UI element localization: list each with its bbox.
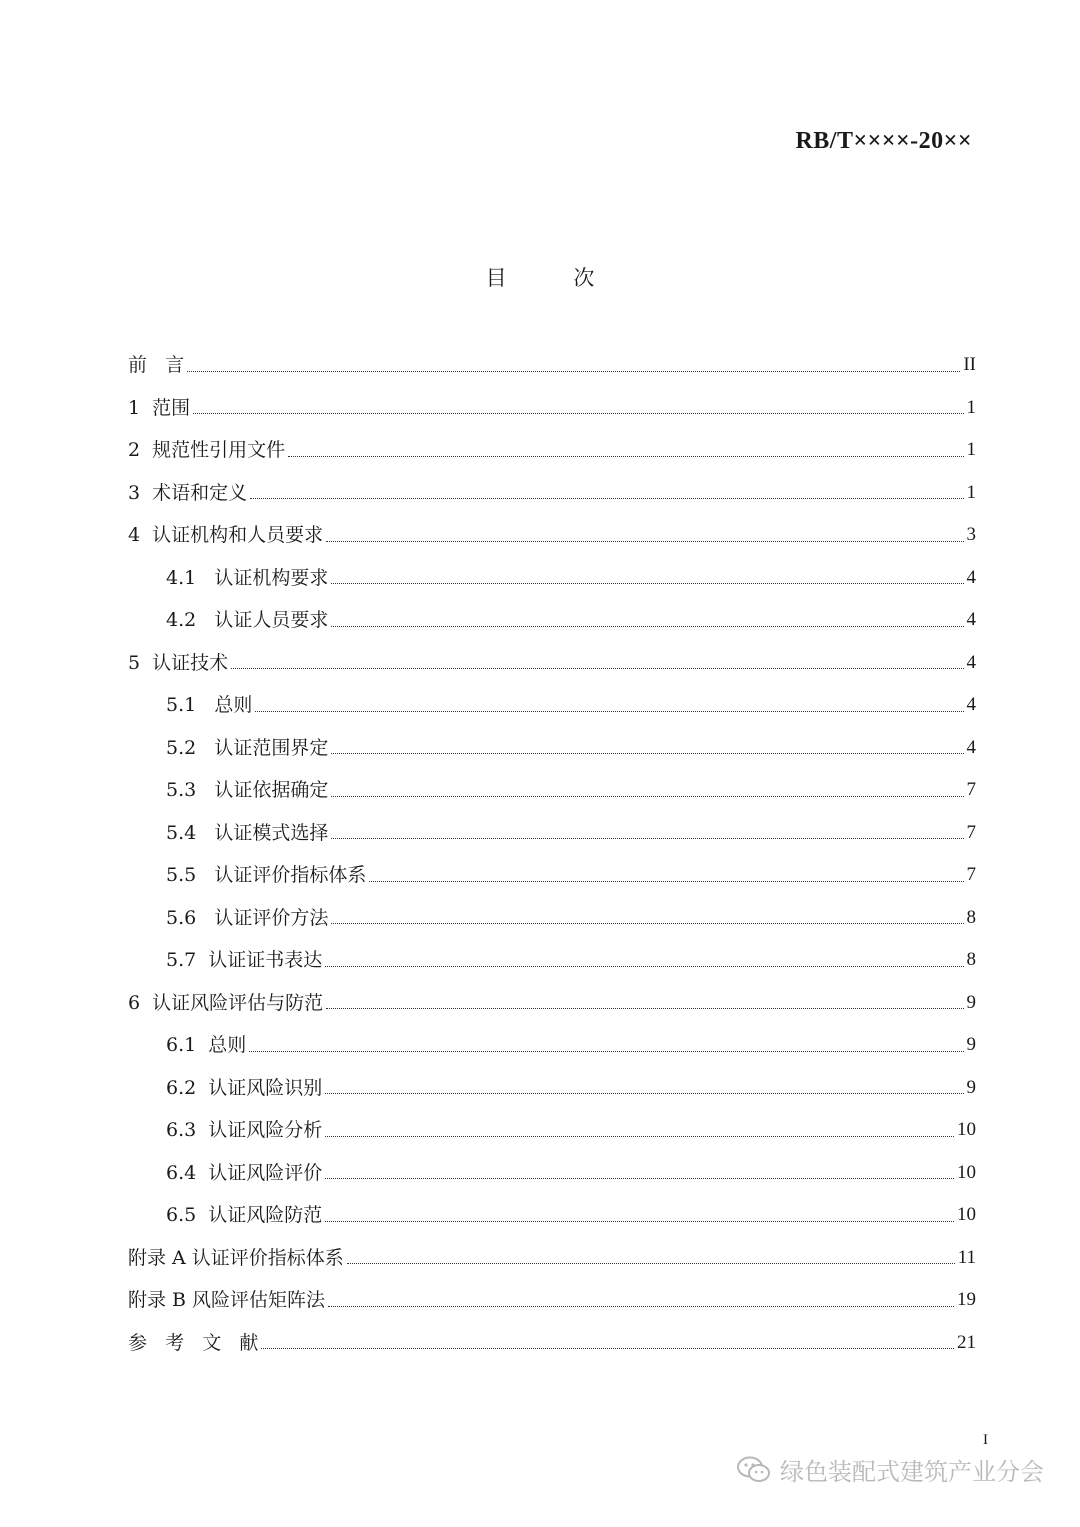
toc-entry[interactable] xyxy=(128,642,976,685)
toc-entry-label: 6.2 认证风险识别 xyxy=(166,1076,323,1099)
toc-entry[interactable] xyxy=(128,1194,976,1237)
toc-entry-label: 5.5 认证评价指标体系 xyxy=(166,864,367,886)
watermark xyxy=(736,1452,1044,1487)
toc-entry-label: 3 术语和定义 xyxy=(128,481,248,504)
toc-dot-leader xyxy=(250,498,963,499)
toc-entry-page: 1 xyxy=(966,439,976,460)
toc-dot-leader xyxy=(331,753,963,754)
toc-dot-leader xyxy=(326,541,963,542)
toc-entry[interactable] xyxy=(128,1067,976,1110)
toc-dot-leader xyxy=(255,711,963,712)
watermark-text: 绿色装配式建筑产业分会 xyxy=(780,1458,1044,1486)
toc-entry-page: 4 xyxy=(966,694,976,715)
toc-dot-leader xyxy=(325,1221,954,1222)
toc-entry-page: 3 xyxy=(966,524,976,545)
toc-dot-leader xyxy=(331,838,963,839)
toc-entry-label: 6.1 总则 xyxy=(166,1034,247,1056)
toc-entry-page: 1 xyxy=(966,396,976,418)
toc-entry[interactable] xyxy=(128,854,976,897)
toc-entry-page: 10 xyxy=(957,1161,976,1183)
toc-entry-page: 7 xyxy=(966,779,976,800)
toc-entry-page: 19 xyxy=(957,1289,976,1310)
toc-entry[interactable] xyxy=(128,684,976,727)
toc-entry-label: 6.4 认证风险评价 xyxy=(166,1161,323,1184)
toc-entry-page: 21 xyxy=(957,1331,976,1353)
toc-entry-page: 10 xyxy=(957,1119,976,1140)
page-number: I xyxy=(983,1432,988,1448)
toc-entry-label: 5.6 认证评价方法 xyxy=(166,906,329,929)
toc-entry[interactable] xyxy=(128,1152,976,1195)
toc-entry[interactable] xyxy=(128,1279,976,1322)
toc-dot-leader xyxy=(328,1306,954,1307)
toc-entry-page: 4 xyxy=(966,736,976,758)
toc-entry[interactable] xyxy=(128,1024,976,1067)
toc-entry-page: 4 xyxy=(966,609,976,630)
toc-dot-leader xyxy=(249,1051,963,1052)
toc-dot-leader xyxy=(331,923,963,924)
toc-dot-leader xyxy=(347,1263,955,1264)
toc-dot-leader xyxy=(331,583,963,584)
toc-entry-page: 1 xyxy=(966,481,976,503)
toc-dot-leader xyxy=(261,1348,954,1349)
toc-entry-page: 9 xyxy=(966,1034,976,1055)
toc-entry[interactable] xyxy=(128,769,976,812)
toc-dot-leader xyxy=(325,1093,963,1094)
toc-entry-label: 4 认证机构和人员要求 xyxy=(128,524,324,546)
toc-entry-page: 4 xyxy=(966,566,976,588)
toc-dot-leader xyxy=(331,796,963,797)
toc-entry-label: 5 认证技术 xyxy=(128,651,229,674)
toc-entry-page: 8 xyxy=(966,906,976,928)
toc-entry-label: 参 考 文 献 xyxy=(128,1331,259,1354)
toc-entry[interactable] xyxy=(128,599,976,642)
toc-entry[interactable] xyxy=(128,1322,976,1365)
toc-entry-page: 7 xyxy=(966,864,976,885)
toc-entry-label: 5.1 总则 xyxy=(166,694,253,716)
toc-entry-page: 8 xyxy=(966,949,976,970)
toc-entry[interactable] xyxy=(128,1109,976,1152)
toc-entry-page: 11 xyxy=(957,1246,976,1268)
toc-entry-label: 5.2 认证范围界定 xyxy=(166,736,329,759)
toc-entry-label: 附录 B 风险评估矩阵法 xyxy=(128,1289,326,1311)
toc-entry[interactable] xyxy=(128,982,976,1025)
table-of-contents xyxy=(128,344,976,1364)
toc-entry-page: 9 xyxy=(966,1076,976,1098)
toc-entry[interactable] xyxy=(128,514,976,557)
toc-entry-label: 6 认证风险评估与防范 xyxy=(128,991,324,1014)
toc-entry-label: 5.4 认证模式选择 xyxy=(166,821,329,844)
toc-dot-leader xyxy=(231,668,963,669)
toc-entry-label: 5.3 认证依据确定 xyxy=(166,779,329,801)
toc-entry-label: 2 规范性引用文件 xyxy=(128,439,286,461)
toc-dot-leader xyxy=(193,413,963,414)
toc-entry-label: 5.7 认证证书表达 xyxy=(166,949,323,971)
toc-entry-page: 7 xyxy=(966,821,976,843)
toc-entry-label: 前 言 xyxy=(128,354,185,376)
toc-entry[interactable] xyxy=(128,557,976,600)
toc-entry[interactable] xyxy=(128,727,976,770)
toc-entry-page: 9 xyxy=(966,991,976,1013)
toc-entry[interactable] xyxy=(128,1237,976,1280)
toc-entry[interactable] xyxy=(128,897,976,940)
toc-entry-label: 1 范围 xyxy=(128,396,191,419)
toc-entry-page: 10 xyxy=(957,1204,976,1225)
toc-entry-label: 4.1 认证机构要求 xyxy=(166,566,329,589)
toc-entry-label: 6.3 认证风险分析 xyxy=(166,1119,323,1141)
toc-title: 目 次 xyxy=(485,266,625,290)
toc-entry[interactable] xyxy=(128,387,976,430)
wechat-icon xyxy=(736,1455,772,1485)
toc-dot-leader xyxy=(326,1008,963,1009)
toc-dot-leader xyxy=(187,371,960,372)
toc-entry[interactable] xyxy=(128,429,976,472)
toc-dot-leader xyxy=(325,1136,954,1137)
toc-entry[interactable] xyxy=(128,812,976,855)
toc-dot-leader xyxy=(325,966,963,967)
toc-entry[interactable] xyxy=(128,344,976,387)
toc-dot-leader xyxy=(288,456,963,457)
toc-entry-page: II xyxy=(963,354,976,375)
toc-entry-label: 6.5 认证风险防范 xyxy=(166,1204,323,1226)
toc-entry-label: 附录 A 认证评价指标体系 xyxy=(128,1246,344,1269)
toc-dot-leader xyxy=(331,626,963,627)
toc-entry-page: 4 xyxy=(966,651,976,673)
toc-dot-leader xyxy=(325,1178,954,1179)
toc-entry[interactable] xyxy=(128,472,976,515)
document-code: RB/T××××-20×× xyxy=(795,128,972,154)
toc-entry[interactable] xyxy=(128,939,976,982)
toc-entry-label: 4.2 认证人员要求 xyxy=(166,609,329,631)
toc-dot-leader xyxy=(369,881,963,882)
